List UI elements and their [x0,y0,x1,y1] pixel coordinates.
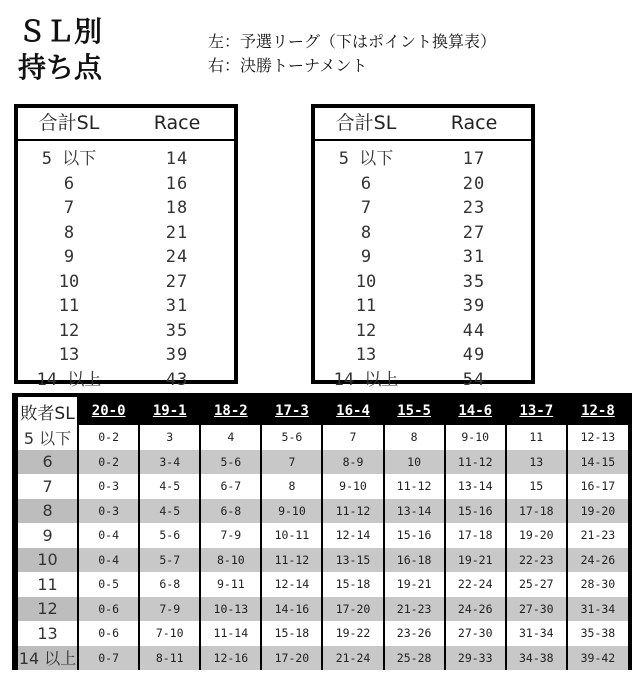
race-cell: 39 [165,345,189,365]
points-table-header [17,397,628,425]
points-cell: 5-7 [139,548,200,573]
points-cell: 17-18 [506,499,567,524]
points-cell: 15-16 [445,499,506,524]
points-cell: 23-26 [384,621,445,646]
points-cell: 11-12 [322,499,383,524]
points-cell: 12-13 [567,425,628,450]
table-row [18,245,234,270]
points-cell: 17-18 [445,523,506,548]
race-cell: 27 [462,222,486,243]
points-cell: 16-18 [384,548,445,573]
points-cell: 11-14 [200,621,261,646]
points-cell: 9-10 [322,474,383,499]
loser-sl-cell: 12 [17,597,78,622]
points-cell: 9-10 [445,425,506,450]
score-column-header [200,397,261,425]
points-cell: 24-26 [445,597,506,622]
points-cell: 7-9 [139,597,200,622]
points-cell: 15 [506,474,567,499]
points-cell: 11-12 [445,450,506,475]
loser-sl-cell: 11 [17,572,78,597]
points-cell: 15-16 [384,523,445,548]
table-row [315,196,531,221]
loser-sl-cell: 14 以上 [17,646,78,671]
points-cell: 0-3 [78,499,139,524]
points-cell: 4 [200,425,261,450]
total-sl-cell: 11 [58,296,80,316]
points-cell: 0-2 [78,425,139,450]
points-cell: 4-5 [139,474,200,499]
table-row [18,172,234,197]
points-cell: 11-12 [384,474,445,499]
table-row [18,294,234,319]
table-row [18,196,234,221]
points-cell: 7 [322,425,383,450]
points-cell: 13-15 [322,548,383,573]
points-cell: 21-24 [322,646,383,671]
table-row [315,294,531,319]
points-cell: 7-10 [139,621,200,646]
table-row [315,245,531,270]
points-cell: 17-20 [261,646,322,671]
points-cell: 25-27 [506,572,567,597]
points-cell: 11 [506,425,567,450]
points-cell: 19-20 [567,499,628,524]
preliminary-table-rows [18,141,234,392]
loser-sl-cell: 8 [17,499,78,524]
page-title [18,14,102,86]
race-cell: 54 [462,369,486,390]
points-table-body [17,425,628,670]
table-row [315,172,531,197]
points-cell: 16-17 [567,474,628,499]
table-row [18,221,234,246]
points-cell: 10-13 [200,597,261,622]
points-cell: 21-23 [384,597,445,622]
table-row [17,474,628,499]
loser-sl-cell: 13 [17,621,78,646]
race-cell: 35 [462,271,486,292]
points-cell: 27-30 [506,597,567,622]
race-cell: 35 [165,320,189,341]
score-column-header [506,397,567,425]
points-cell: 3-4 [139,450,200,475]
race-cell: 17 [462,149,486,169]
header-race: Race [450,112,498,134]
table-row [17,572,628,597]
score-column-label: 16-4 [336,403,370,419]
table-row [18,270,234,295]
points-cell: 8-11 [139,646,200,671]
loser-sl-cell: 6 [17,450,78,475]
points-cell: 0-6 [78,597,139,622]
total-sl-cell: 5 以下 [41,149,97,169]
race-cell: 27 [165,271,189,292]
race-cell: 18 [165,198,189,218]
points-conversion-table [12,393,632,670]
table-row [315,147,531,172]
total-sl-cell: 14 以上 [333,369,399,390]
total-sl-cell: 7 [360,198,372,218]
score-column-label: 17-3 [275,403,309,419]
table-row [17,597,628,622]
points-cell: 14-16 [261,597,322,622]
total-sl-cell: 10 [58,271,80,292]
points-cell: 27-30 [445,621,506,646]
loser-sl-cell: 9 [17,523,78,548]
points-cell: 19-21 [384,572,445,597]
points-cell: 19-21 [445,548,506,573]
points-cell: 19-20 [506,523,567,548]
points-cell: 0-7 [78,646,139,671]
total-sl-cell: 13 [58,345,80,365]
points-cell: 12-14 [322,523,383,548]
score-column-header [384,397,445,425]
score-column-header [78,397,139,425]
points-cell: 13-14 [384,499,445,524]
race-cell: 16 [165,173,189,194]
points-cell: 13-14 [445,474,506,499]
total-sl-cell: 9 [63,247,75,267]
table-row [17,548,628,573]
table-row [17,646,628,671]
table-row [17,621,628,646]
total-sl-cell: 12 [58,320,80,341]
points-cell: 11-12 [261,548,322,573]
table-row [315,221,531,246]
points-cell: 0-5 [78,572,139,597]
table-row [315,343,531,368]
points-cell: 6-8 [139,572,200,597]
points-cell: 31-34 [567,597,628,622]
points-cell: 3 [139,425,200,450]
points-cell: 0-6 [78,621,139,646]
loser-sl-cell: 7 [17,474,78,499]
points-cell: 24-26 [567,548,628,573]
title-line-2: 持ち点 [18,51,103,84]
total-sl-cell: 5 以下 [338,149,394,169]
points-cell: 21-23 [567,523,628,548]
points-cell: 8-10 [200,548,261,573]
table-row [17,499,628,524]
points-cell: 12-14 [261,572,322,597]
race-cell: 20 [462,173,486,194]
total-sl-cell: 12 [355,320,377,341]
loser-sl-cell: 10 [17,548,78,573]
points-cell: 8 [261,474,322,499]
points-cell: 35-38 [567,621,628,646]
points-cell: 6-8 [200,499,261,524]
points-cell: 5-6 [200,450,261,475]
final-table-rows [315,141,531,392]
race-cell: 24 [165,247,189,267]
points-cell: 5-6 [261,425,322,450]
points-cell: 14-15 [567,450,628,475]
header-total-sl: 合計SL [335,112,397,134]
points-cell: 4-5 [139,499,200,524]
score-column-label: 19-1 [152,403,187,419]
total-sl-cell: 14 以上 [36,369,102,390]
table-row [17,523,628,548]
table-row [315,270,531,295]
race-cell: 39 [462,296,486,316]
points-cell: 9-11 [200,572,261,597]
total-sl-cell: 10 [355,271,377,292]
score-column-label: 15-5 [397,403,431,419]
total-sl-cell: 13 [355,345,377,365]
points-cell: 0-3 [78,474,139,499]
preliminary-race-table [14,104,238,390]
points-cell: 13 [506,450,567,475]
table-row [315,368,531,393]
points-cell: 0-2 [78,450,139,475]
table-row [18,319,234,344]
points-cell: 6-7 [200,474,261,499]
header-race: Race [153,112,201,134]
race-cell: 49 [462,345,486,365]
points-cell: 0-4 [78,548,139,573]
points-cell: 29-33 [445,646,506,671]
points-cell: 15-18 [322,572,383,597]
points-cell: 39-42 [567,646,628,671]
race-cell: 21 [165,222,189,243]
points-cell: 15-18 [261,621,322,646]
score-column-header [445,397,506,425]
score-column-header [322,397,383,425]
score-column-label: 20-0 [91,403,126,419]
points-cell: 5-6 [139,523,200,548]
score-column-label: 18-2 [213,403,248,419]
points-cell: 7 [261,450,322,475]
score-column-header [261,397,322,425]
points-cell: 17-20 [322,597,383,622]
total-sl-cell: 11 [355,296,377,316]
points-cell: 25-28 [384,646,445,671]
points-cell: 0-4 [78,523,139,548]
table-row [18,147,234,172]
points-cell: 12-16 [200,646,261,671]
points-cell: 34-38 [506,646,567,671]
score-column-header [567,397,628,425]
score-column-label: 12-8 [581,403,615,419]
points-cell: 31-34 [506,621,567,646]
score-column-label: 13-7 [519,403,554,419]
total-sl-cell: 6 [63,173,75,194]
points-cell: 10-11 [261,523,322,548]
preliminary-table-header [18,108,234,141]
score-column-header [139,397,200,425]
race-cell: 14 [165,149,189,169]
points-cell: 7-9 [200,523,261,548]
loser-sl-cell: 5 以下 [17,425,78,450]
legend-right: 右：決勝トーナメント [208,56,368,75]
total-sl-cell: 9 [360,247,372,267]
total-sl-cell: 8 [360,222,372,243]
final-race-table [311,104,535,390]
table-row [18,343,234,368]
points-cell: 19-22 [322,621,383,646]
points-cell: 10 [384,450,445,475]
points-cell: 22-24 [445,572,506,597]
race-cell: 23 [462,198,486,218]
points-cell: 28-30 [567,572,628,597]
points-cell: 9-10 [261,499,322,524]
table-row [18,368,234,393]
table-row [17,450,628,475]
points-cell: 22-23 [506,548,567,573]
race-cell: 31 [462,247,486,267]
legend [208,30,496,78]
points-cell: 8-9 [322,450,383,475]
header-loser-sl: 敗者SL [17,397,78,425]
race-cell: 43 [165,369,189,390]
final-table-header [315,108,531,141]
table-row [315,319,531,344]
total-sl-cell: 8 [63,222,75,243]
points-cell: 8 [384,425,445,450]
header-total-sl: 合計SL [38,112,100,134]
total-sl-cell: 6 [360,173,372,194]
legend-left: 左：予選リーグ（下はポイント換算表） [208,32,497,51]
race-cell: 31 [165,296,189,316]
score-column-label: 14-6 [458,403,493,419]
title-line-1: ＳＬ別 [18,15,103,48]
race-cell: 44 [462,320,486,341]
table-row [17,425,628,450]
total-sl-cell: 7 [63,198,75,218]
